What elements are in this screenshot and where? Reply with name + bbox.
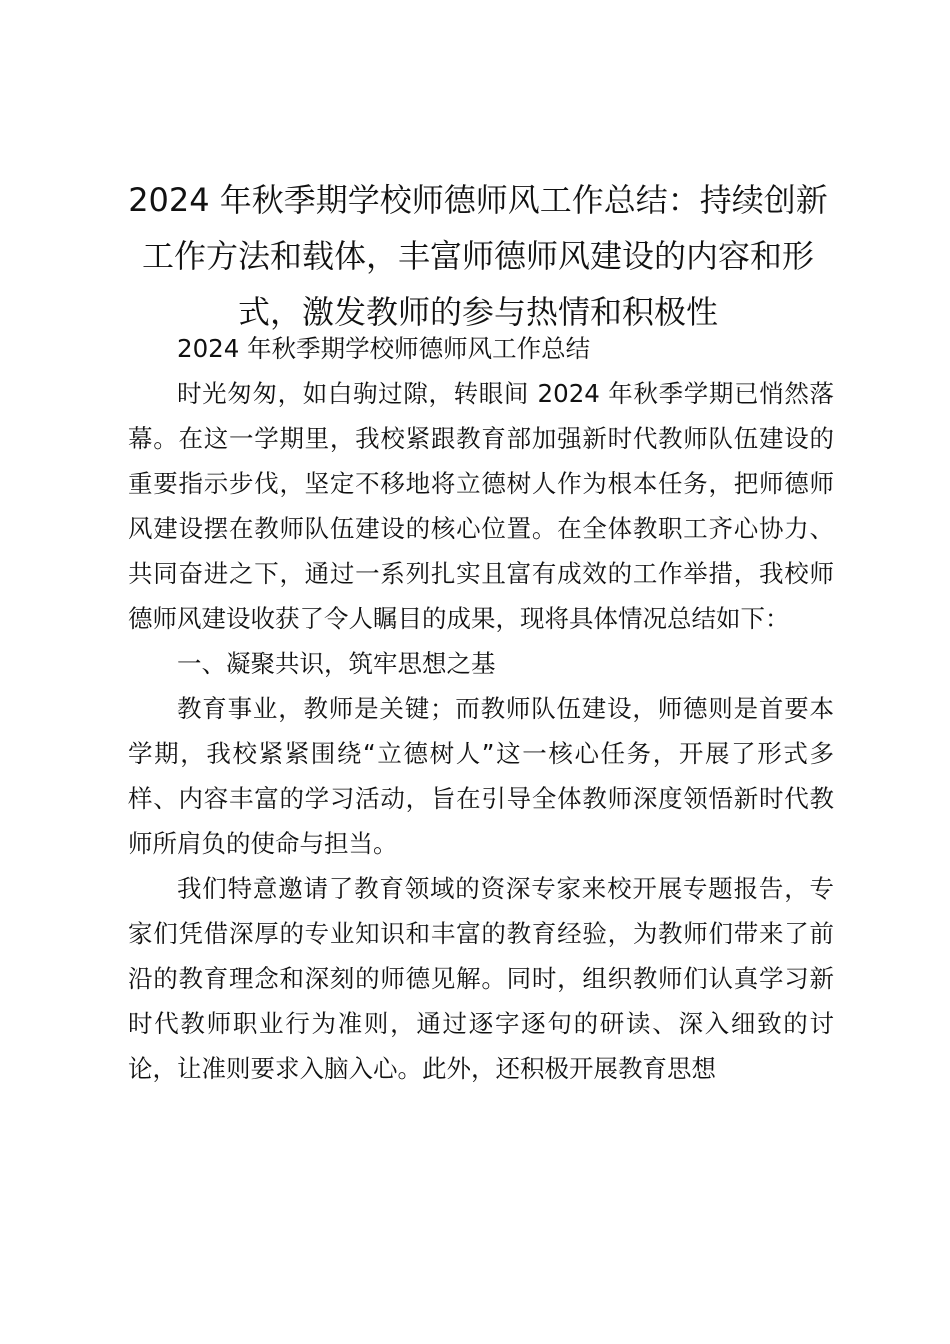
paragraph-section-1: 教育事业，教师是关键；而教师队伍建设，师德则是首要本学期，我校紧紧围绕“立德树人”这一核心任务，开展了形式多样、内容丰富的学习活动，旨在引导全体教师深度领悟新时代教师所肩负的使命与担当。 bbox=[128, 694, 834, 858]
document-subtitle: 2024 年秋季期学校师德师风工作总结 bbox=[177, 334, 591, 363]
section-heading: 一、凝聚共识，筑牢思想之基 bbox=[177, 649, 496, 678]
paragraph-section-2: 我们特意邀请了教育领域的资深专家来校开展专题报告，专家们凭借深厚的专业知识和丰富的教育经验，为教师们带来了前沿的教育理念和深刻的师德见解。同时，组织教师们认真学习新时代教师职业行为准则，通过逐字逐句的研读、深入细致的讨论，让准则要求入脑入心。此外，还积极开展教育思想 bbox=[128, 874, 834, 1083]
paragraph-intro: 时光匆匆，如白驹过隙，转眼间 2024 年秋季学期已悄然落幕。在这一学期里，我校紧跟教育部加强新时代教师队伍建设的重要指示步伐，坚定不移地将立德树人作为根本任务，把师德师风建设摆在教师队伍建设的核心位置。在全体教职工齐心协力、共同奋进之下，通过一系列扎实且富有成效的工作举措，我校师德师风建设收获了令人瞩目的成果，现将具体情况总结如下： bbox=[128, 379, 834, 633]
document-title: 2024 年秋季期学校师德师风工作总结：持续创新工作方法和载体，丰富师德师风建设的内容和形式，激发教师的参与热情和积极性 bbox=[128, 181, 828, 331]
document-body bbox=[128, 326, 834, 1091]
